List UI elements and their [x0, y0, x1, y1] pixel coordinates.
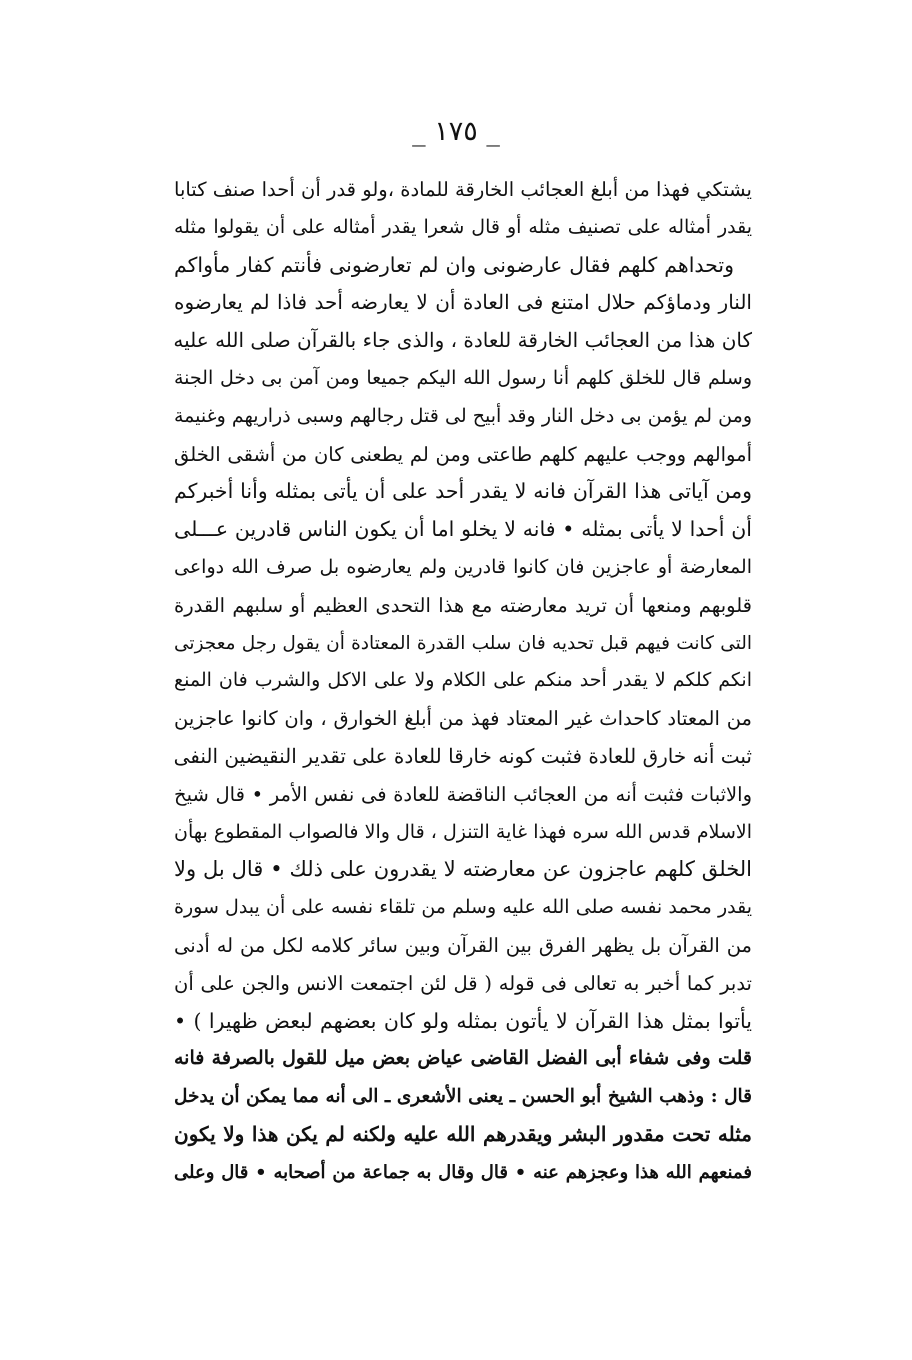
text-line: وتحداهم كلهم فقال عارضونى وان لم تعارضونى فأنتم كفار مأواكم: [174, 252, 734, 277]
text-line: قلوبهم ومنعها أن تريد معارضته مع هذا التحدى العظيم أو سلبهم القدرة: [174, 593, 752, 617]
text-line: انكم كلكم لا يقدر أحد منكم على الكلام ولا على الاكل والشرب فان المنع: [174, 669, 752, 692]
text-line: فمنعهم الله هذا وعجزهم عنه • قال وقال به جماعة من أصحابه • قال وعلى: [174, 1161, 752, 1183]
text-line: يقدر أمثاله على تصنيف مثله أو قال شعرا يقدر أمثاله على أن يقولوا مثله: [174, 215, 752, 238]
text-line: وسلم قال للخلق كلهم أنا رسول الله اليكم جميعا ومن آمن بى دخل الجنة: [174, 366, 752, 389]
text-line: تدبر كما أخبر به تعالى فى قوله ( قل لئن اجتمعت الانس والجن على أن: [174, 971, 752, 995]
text-line: قلت وفى شفاء أبى الفضل القاضى عياض بعض ميل للقول بالصرفة فانه: [174, 1047, 752, 1070]
page-number: _ ١٧٥ _: [412, 116, 500, 147]
text-line: التى كانت فيهم قبل تحديه فان سلب القدرة المعتادة أن يقول رجل معجزتى: [174, 632, 752, 654]
text-line: المعارضة أو عاجزين فان كانوا قادرين ولم يعارضوه بل صرف الله دواعى: [174, 555, 752, 578]
text-line: الخلق كلهم عاجزون عن معارضته لا يقدرون على ذلك • قال بل ولا: [174, 857, 752, 882]
text-line: قال : وذهب الشيخ أبو الحسن ـ يعنى الأشعرى ـ الى أنه مما يمكن أن يدخل: [174, 1086, 752, 1108]
text-line: الاسلام قدس الله سره فهذا غاية التنزل ، قال والا فالصواب المقطوع بهأن: [174, 820, 752, 843]
text-line: يقدر محمد نفسه صلى الله عليه وسلم من تلقاء نفسه على أن يبدل سورة: [174, 896, 752, 919]
text-line: أموالهم ووجب عليهم كلهم طاعتى ومن لم يطعنى كان من أشقى الخلق: [174, 442, 752, 466]
text-line: من المعتاد كاحداث غير المعتاد فهذ من أبلغ الخوارق ، وان كانوا عاجزين: [174, 707, 752, 731]
text-line: مثله تحت مقدور البشر ويقدرهم الله عليه ولكنه لم يكن هذا ولا يكون: [174, 1121, 752, 1146]
text-line: يأتوا بمثل هذا القرآن لا يأتون بمثله ولو كان بعضهم لبعض ظهيرا ) •: [174, 1008, 752, 1033]
text-line: ثبت أنه خارق للعادة فثبت كونه خارقا للعادة على تقدير النقيضين النفى: [173, 743, 752, 768]
body-text: [174, 171, 752, 1192]
text-line: ومن آياتى هذا القرآن فانه لا يقدر أحد على أن يأتى بمثله وأنا أخبركم: [174, 479, 752, 504]
text-line: ومن لم يؤمن بى دخل النار وقد أبيح لى قتل رجالهم وسبى ذراريهم وغنيمة: [174, 404, 752, 427]
text-line: أن أحدا لا يأتى بمثله • فانه لا يخلو اما أن يكون الناس قادرين عـــلى: [174, 517, 752, 542]
text-line: كان هذا من العجائب الخارقة للعادة ، والذى جاء بالقرآن صلى الله عليه: [173, 328, 752, 353]
text-line: والاثبات فثبت أنه من العجائب الناقضة للعادة فى نفس الأمر • قال شيخ: [174, 782, 752, 806]
text-line: النار ودماؤكم حلال امتنع فى العادة أن لا يعارضه أحد فاذا لم يعارضوه: [174, 290, 752, 315]
text-line: من القرآن بل يظهر الفرق بين القرآن وبين سائر كلامه لكل من له أدنى: [174, 933, 752, 957]
text-line: يشتكي فهذا من أبلغ العجائب الخارقة للمادة ،ولو قدر أن أحدا صنف كتابا: [174, 178, 752, 201]
